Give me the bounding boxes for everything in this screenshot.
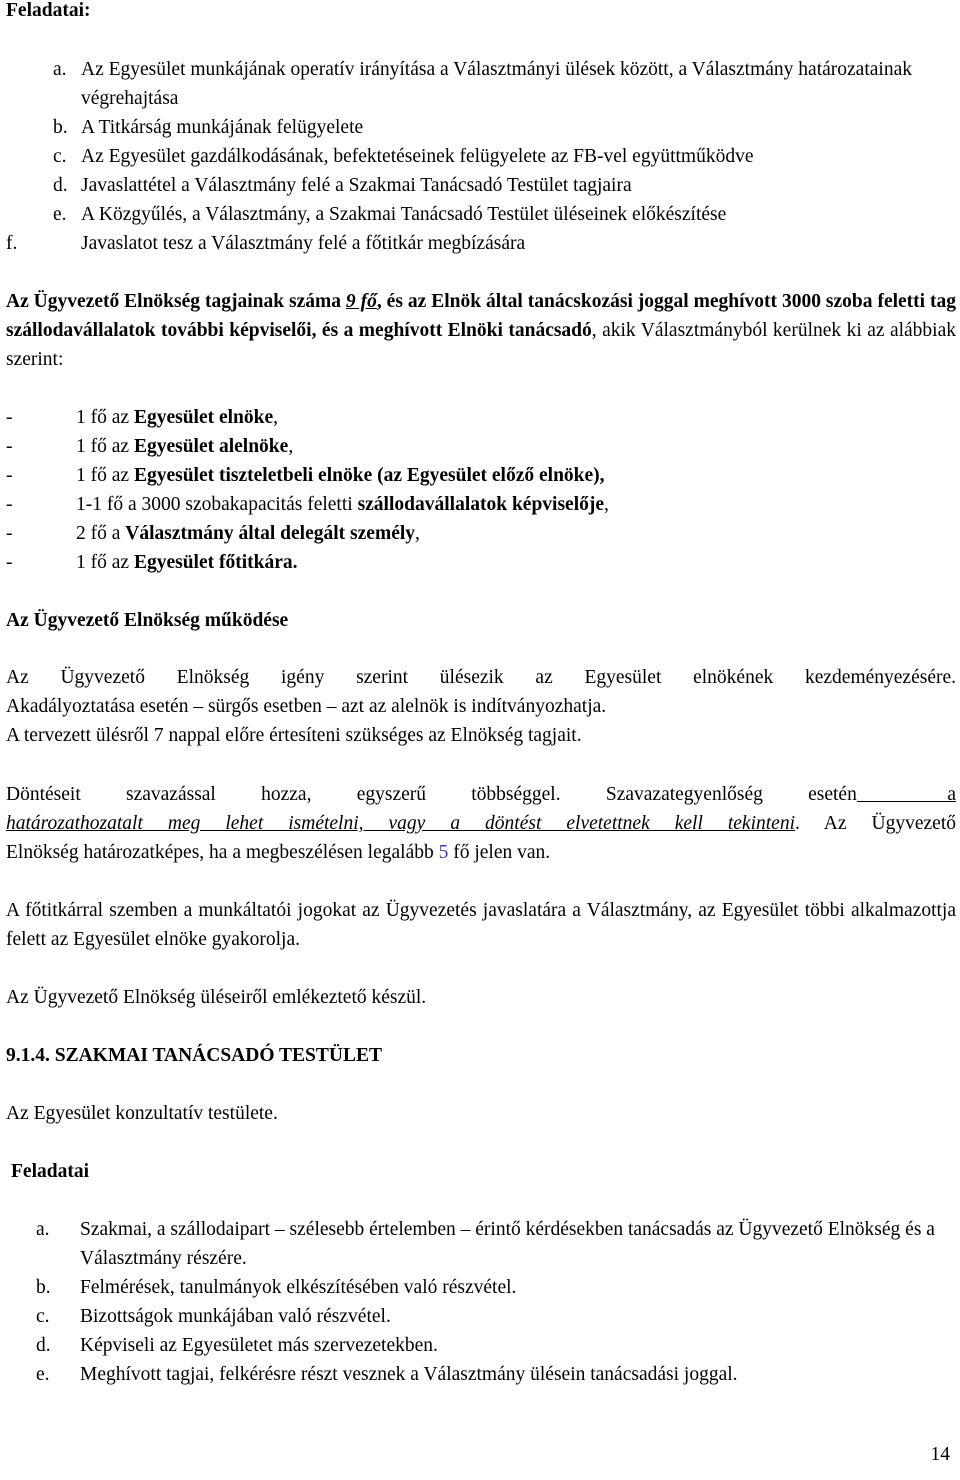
list-item: - 1 fő az Egyesület elnöke,	[6, 407, 279, 428]
list-item: f. Javaslatot tesz a Választmány felé a főtitkár megbízására	[6, 233, 526, 254]
list-item: d. Képviseli az Egyesületet más szervezetekben.	[36, 1335, 438, 1356]
list-item: a. Az Egyesület munkájának operatív irányítása a Választmányi ülések között, a Választmány határozatainak végrehajtása	[53, 59, 912, 109]
list-item: c. Az Egyesület gazdálkodásának, befektetéseinek felügyelete az FB-vel együttműködve	[53, 146, 754, 167]
list-item: - 1 fő az Egyesület főtitkára.	[6, 552, 298, 573]
feladatai-heading: Feladatai:	[6, 0, 91, 21]
feladatai2-heading: Feladatai	[11, 1161, 89, 1182]
list-item: c. Bizottságok munkájában való részvétel.	[36, 1306, 391, 1327]
list-item: - 2 fő a Választmány által delegált személy,	[6, 523, 420, 544]
emlekezteto-paragraph: Az Ügyvezető Elnökség üléseiről emlékeztető készül.	[6, 987, 427, 1008]
list-item: e. A Közgyűlés, a Választmány, a Szakmai Tanácsadó Testület üléseinek előkészítése	[53, 204, 727, 225]
list-item: - 1 fő az Egyesület alelnöke,	[6, 436, 294, 457]
list-item: - 1 fő az Egyesület tiszteletbeli elnöke (az Egyesület előző elnöke),	[6, 465, 605, 486]
fotitkar-paragraph: A főtitkárral szemben a munkáltatói jogokat az Ügyvezetés javaslatára a Választmány, az Egyesület többi alkalmazottja felett az Egyesület elnöke gyakorolja.	[6, 900, 956, 950]
tasks-list-1	[6, 55, 956, 258]
section-heading: 9.1.4. SZAKMAI TANÁCSADÓ TESTÜLET	[6, 1045, 383, 1066]
members-dash-list	[6, 403, 956, 577]
konzultativ-paragraph: Az Egyesület konzultatív testülete.	[6, 1103, 278, 1124]
members-paragraph: Az Ügyvezető Elnökség tagjainak száma 9 fő, és az Elnök által tanácskozási joggal meghívott 3000 szoba feletti tag szállodavállalatok további képviselői, és a meghívott Elnöki tanácsadó, akik Választmányból kerülnek ki az alábbiak szerint:	[6, 291, 957, 370]
list-item: e. Meghívott tagjai, felkérésre részt vesznek a Választmány ülésein tanácsadási joggal.	[36, 1364, 738, 1385]
list-item: - 1-1 fő a 3000 szobakapacitás feletti szállodavállalatok képviselője,	[6, 494, 609, 515]
dontes-paragraph: Döntéseit szavazással hozza, egyszerű többséggel. Szavazategyenlőség esetén a határozathozatalt meg lehet ismételni, vagy a döntést elvetettnek kell tekinteni. Az Ügyvezető Elnökség határozatképes, ha a megbeszélésen legalább 5 fő jelen van.	[6, 784, 957, 863]
mukodes-paragraph: Az Ügyvezető Elnökség igény szerint ülésezik az Egyesület elnökének kezdeményezésére. Akadályoztatása esetén – sürgős esetben – azt az alelnök is indítványozhatja. A tervezett ülésről 7 nappal előre értesíteni szükséges az Elnökség tagjait.	[6, 667, 956, 746]
list-item: b. A Titkárság munkájának felügyelete	[53, 117, 364, 138]
mukodes-heading: Az Ügyvezető Elnökség működése	[6, 610, 289, 631]
tasks-list-2	[6, 1215, 936, 1389]
list-item: b. Felmérések, tanulmányok elkészítésében való részvétel.	[36, 1277, 517, 1298]
list-item: a. Szakmai, a szállodaipart – szélesebb értelemben – érintő kérdésekben tanácsadás az Ügyvezető Elnökség és a Választmány részére.	[36, 1219, 935, 1269]
page-number: 14	[930, 1444, 950, 1465]
list-item: d. Javaslattétel a Választmány felé a Szakmai Tanácsadó Testület tagjaira	[53, 175, 632, 196]
